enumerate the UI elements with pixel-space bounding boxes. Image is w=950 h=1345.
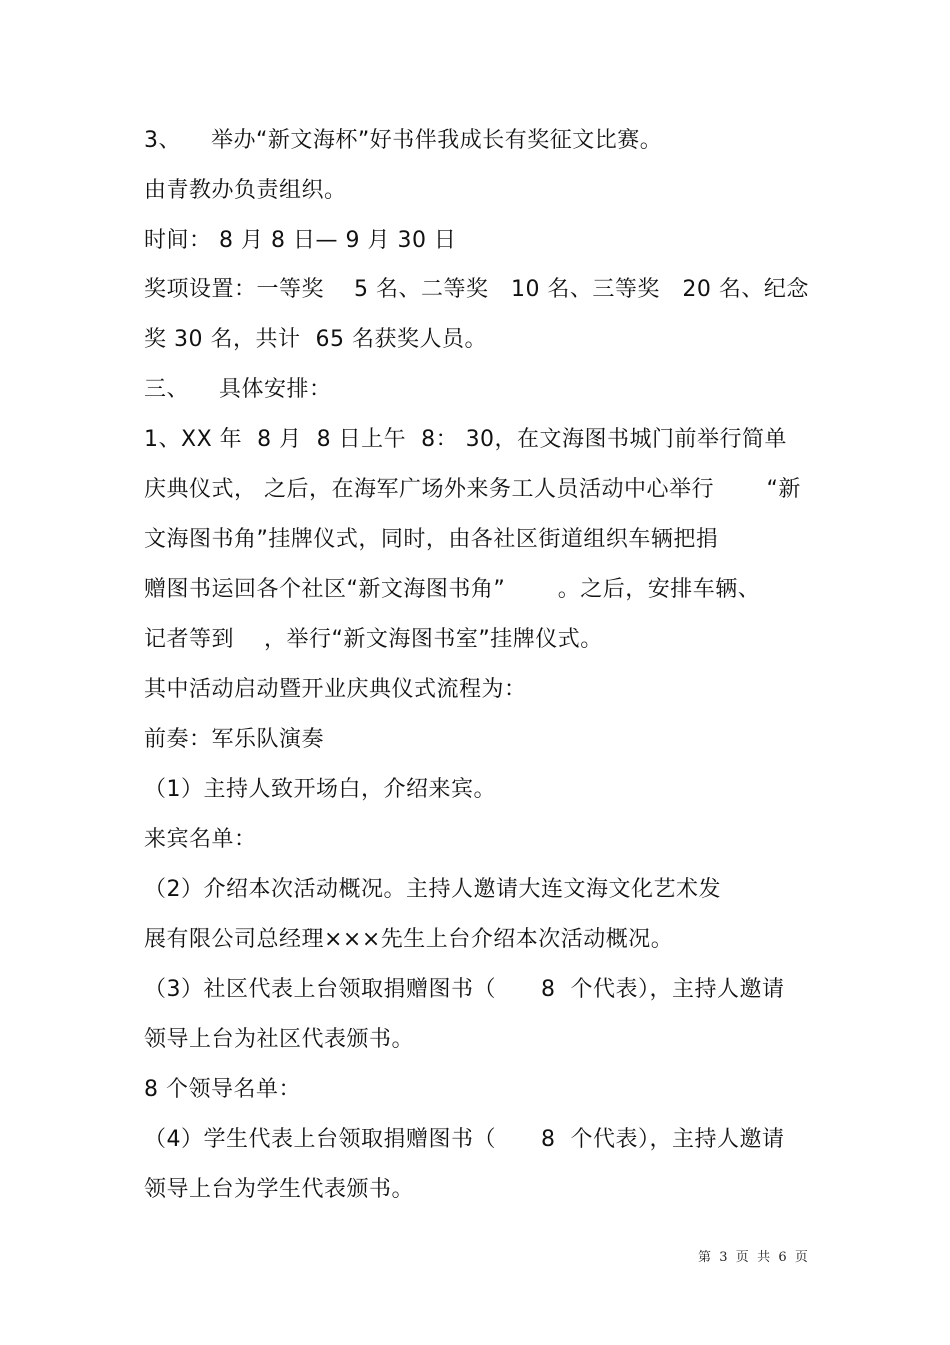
text-line: 展有限公司总经理×××先生上台介绍本次活动概况。 <box>144 927 674 952</box>
text-line: 领导上台为学生代表颁书。 <box>144 1177 415 1202</box>
page-number-footer: 第 3 页 共 6 页 <box>698 1250 808 1265</box>
text-line: 三、 具体安排： <box>144 377 332 402</box>
text-line: （2）介绍本次活动概况。主持人邀请大连文海文化艺术发 <box>144 877 721 902</box>
text-line: 时间： 8 月 8 日— 9 月 30 日 <box>144 228 457 253</box>
text-line: 由青教办负责组织。 <box>144 178 347 203</box>
text-line: （1）主持人致开场白，介绍来宾。 <box>144 777 496 802</box>
text-line: 领导上台为社区代表颁书。 <box>144 1027 415 1052</box>
text-line: 8 个领导名单： <box>144 1077 301 1102</box>
text-line: 记者等到 ，举行“新文海图书室”挂牌仪式。 <box>144 627 603 652</box>
text-line: （4）学生代表上台领取捐赠图书（ 8 个代表），主持人邀请 <box>144 1127 785 1152</box>
text-line: （3）社区代表上台领取捐赠图书（ 8 个代表），主持人邀请 <box>144 977 785 1002</box>
text-line: 文海图书角”挂牌仪式，同时，由各社区街道组织车辆把捐 <box>144 527 719 552</box>
text-line: 其中活动启动暨开业庆典仪式流程为： <box>144 677 527 702</box>
text-line: 来宾名单： <box>144 827 257 852</box>
text-line: 前奏：军乐队演奏 <box>144 727 325 752</box>
text-line: 奖 30 名，共计 65 名获奖人员。 <box>144 327 487 352</box>
text-line: 庆典仪式， 之后，在海军广场外来务工人员活动中心举行 “新 <box>144 477 801 502</box>
text-line: 3、 举办“新文海杯”好书伴我成长有奖征文比赛。 <box>144 128 663 153</box>
text-line: 1、XX 年 8 月 8 日上午 8： 30，在文海图书城门前举行简单 <box>144 427 788 452</box>
text-line: 奖项设置：一等奖 5 名、二等奖 10 名、三等奖 20 名、纪念 <box>144 277 809 302</box>
text-line: 赠图书运回各个社区“新文海图书角” 。之后，安排车辆、 <box>144 577 761 602</box>
